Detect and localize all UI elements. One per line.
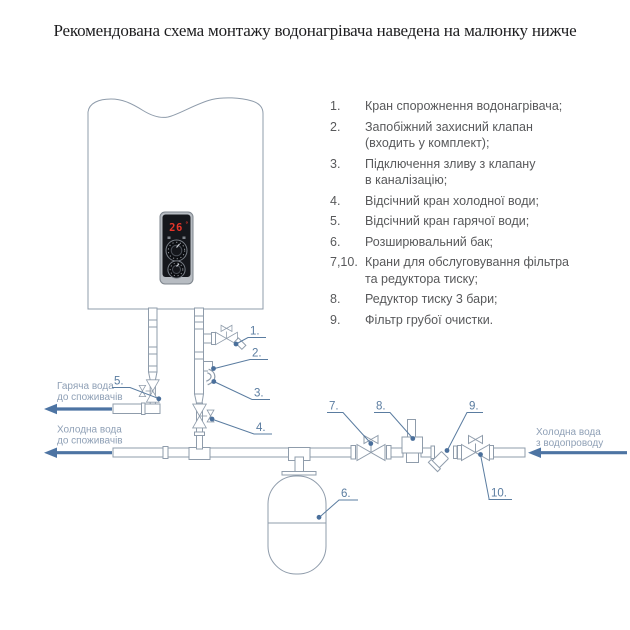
callout-10 bbox=[478, 452, 512, 499]
mode-indicator-icon bbox=[168, 237, 171, 240]
page-title: Рекомендована схема монтажу водонагрівача наведена на малюнку нижче bbox=[53, 21, 577, 40]
control-panel bbox=[160, 212, 193, 284]
display-unit: ° bbox=[185, 221, 189, 228]
legend-item-6 bbox=[330, 234, 615, 251]
cold-out-arrow bbox=[44, 448, 112, 459]
service-valve-10 bbox=[458, 436, 494, 461]
hot-shutoff-valve-5 bbox=[139, 380, 159, 402]
hot-out-label-line2: до споживачів bbox=[57, 392, 123, 403]
cold-shutoff-valve-4 bbox=[193, 404, 214, 428]
callout-4 bbox=[210, 417, 272, 434]
pressure-reducer-8 bbox=[402, 420, 423, 463]
callout-9 bbox=[445, 401, 483, 453]
drain-valve-1 bbox=[204, 325, 246, 349]
legend-num: 8. bbox=[330, 292, 341, 306]
legend-num: 5. bbox=[330, 214, 341, 228]
svg-text:2.: 2. bbox=[252, 347, 262, 360]
svg-text:1.: 1. bbox=[250, 325, 260, 338]
legend-num: 3. bbox=[330, 156, 341, 171]
cold-in-label-line2: з водопроводу bbox=[536, 438, 604, 449]
legend-line: Фільтр грубої очистки. bbox=[365, 312, 494, 327]
legend-num: 2. bbox=[330, 119, 341, 134]
expansion-tank-6 bbox=[268, 457, 326, 574]
svg-text:8.: 8. bbox=[376, 400, 386, 413]
legend-line: в каналізацію; bbox=[365, 173, 448, 187]
legend-num: 9. bbox=[330, 312, 341, 327]
cold-out-label-line2: до споживачів bbox=[57, 435, 123, 447]
svg-text:3.: 3. bbox=[254, 387, 264, 400]
svg-text:10.: 10. bbox=[491, 487, 507, 500]
svg-text:5.: 5. bbox=[114, 375, 124, 388]
display-value: 26 bbox=[169, 222, 183, 234]
cold-out-label-line1: Холодна вода bbox=[57, 424, 122, 436]
legend-line: Розширювальний бак; bbox=[365, 234, 494, 249]
legend-line: Відсічний кран холодної води; bbox=[365, 193, 539, 208]
legend-num: 4. bbox=[330, 193, 341, 208]
legend-line: Запобіжний захисний клапан bbox=[365, 119, 533, 134]
legend-item-3 bbox=[330, 156, 615, 189]
legend-line: Кран спорожнення водонагрівача; bbox=[365, 99, 563, 113]
legend-line: Редуктор тиску 3 бари; bbox=[365, 292, 498, 306]
thermostat-knob bbox=[166, 240, 187, 261]
safety-valve-2 bbox=[204, 362, 213, 372]
legend-num: 7,10. bbox=[330, 255, 358, 269]
legend-line: Підключення зливу з клапану bbox=[365, 156, 536, 171]
legend-item-1 bbox=[330, 98, 615, 115]
legend-item-7-10 bbox=[330, 254, 615, 287]
legend-line: Відсічний кран гарячої води; bbox=[365, 214, 530, 228]
legend-line: Крани для обслуговування фільтра bbox=[365, 255, 570, 269]
svg-text:6.: 6. bbox=[341, 488, 351, 500]
legend-item-9 bbox=[330, 312, 615, 329]
legend-line: та редуктора тиску; bbox=[365, 271, 478, 286]
callout-2 bbox=[211, 348, 268, 371]
callout-3 bbox=[211, 379, 270, 399]
legend-item-4 bbox=[330, 193, 615, 210]
svg-text:4.: 4. bbox=[256, 422, 266, 434]
power-knob bbox=[168, 261, 185, 278]
legend-item-5 bbox=[330, 213, 615, 230]
heat-indicator-icon bbox=[183, 237, 186, 240]
cold-in-label-line1: Холодна вода bbox=[536, 427, 601, 438]
legend-num: 6. bbox=[330, 234, 341, 249]
hot-out-arrow bbox=[44, 404, 112, 414]
svg-text:9.: 9. bbox=[469, 400, 479, 413]
legend-item-2 bbox=[330, 119, 615, 152]
service-valve-7 bbox=[351, 436, 391, 461]
hot-out-label-line1: Гаряча вода bbox=[57, 381, 114, 392]
svg-text:7.: 7. bbox=[329, 400, 339, 413]
coarse-filter-9 bbox=[428, 446, 457, 472]
callout-1 bbox=[234, 326, 266, 347]
cold-in-arrow bbox=[528, 448, 627, 459]
legend-num: 1. bbox=[330, 99, 341, 113]
legend-list bbox=[330, 98, 615, 332]
legend-line: (входить у комплект); bbox=[365, 136, 490, 150]
legend-item-8 bbox=[330, 291, 615, 308]
